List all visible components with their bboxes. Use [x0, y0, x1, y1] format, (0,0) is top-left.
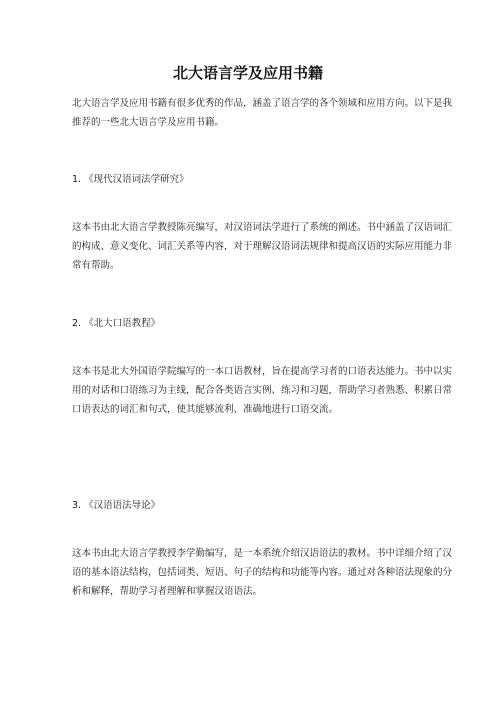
book-1-description: 这本书由北大语言学教授陈亮编写，对汉语词法学进行了系统的阐述。书中涵盖了汉语词汇的构成、意义变化、词汇关系等内容，对于理解汉语词法规律和提高汉语的实际应用能力非常有帮助。: [72, 222, 453, 271]
book-1-heading: 1. 《现代汉语词法学研究》: [72, 174, 189, 185]
document-title: 北大语言学及应用书籍: [172, 64, 323, 82]
book-3-heading: 3. 《汉语语法导论》: [72, 500, 161, 511]
book-2-heading: 2. 《北大口语教程》: [72, 318, 161, 329]
intro-paragraph: 北大语言学及应用书籍有很多优秀的作品，涵盖了语言学的各个领域和应用方向。以下是我推荐的一些北大语言学及应用书籍。: [72, 98, 453, 128]
book-3-description: 这本书由北大语言学教授李学勤编写，是一本系统介绍汉语语法的教材。书中详细介绍了汉语的基本语法结构，包括词类、短语、句子的结构和功能等内容。通过对各种语法现象的分析和解释，帮助学习者理解和掌握汉语语法。: [72, 548, 453, 597]
book-2-description: 这本书是北大外国语学院编写的一本口语教材，旨在提高学习者的口语表达能力。书中以实用的对话和口语练习为主线，配合各类语言实例、练习和习题，帮助学习者熟悉、积累日常口语表达的词汇和句式，使其能够流利、准确地进行口语交流。: [72, 366, 453, 415]
